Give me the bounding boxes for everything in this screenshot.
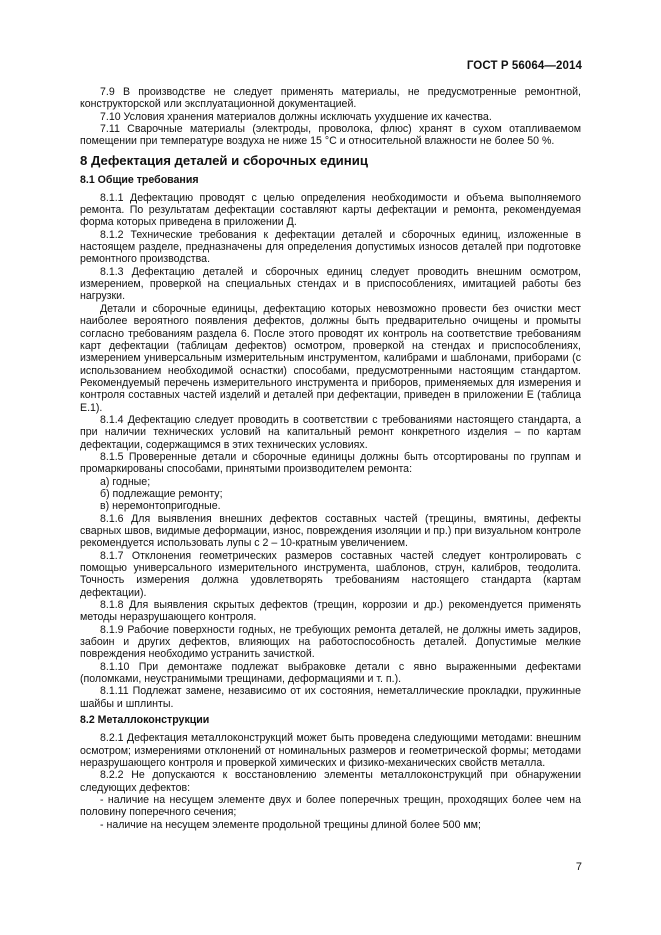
- paragraph-8-1-8: 8.1.8 Для выявления скрытых дефектов (трещин, коррозии и др.) рекомендуется применять методы неразрушающего контроля.: [80, 599, 581, 624]
- paragraph-8-1-3: 8.1.3 Дефектацию деталей и сборочных единиц следует проводить внешним осмотром, измерением, проверкой на специальных стендах и в приспособлениях, имитацией работы без нагрузки.: [80, 265, 581, 303]
- list-item: в) неремонтопригодные.: [100, 500, 221, 513]
- list-item: а) годные;: [100, 475, 151, 488]
- paragraph-8-1-4: 8.1.4 Дефектацию следует проводить в соответствии с требованиями настоящего стандарта, а при наличии технических условий на капитальный ремонт конкретного изделия – по картам дефектации, содержащимся в этих технических условиях.: [80, 413, 581, 451]
- paragraph-8-1-2: 8.1.2 Технические требования к дефектации деталей и сборочных единиц, изложенные в настоящем разделе, предназначены для определения допустимых износов деталей при подготовке ремонтного производства.: [80, 228, 581, 266]
- paragraph-7-10: 7.10 Условия хранения материалов должны исключать ухудшение их качества.: [100, 110, 492, 123]
- paragraph-8-1-11: 8.1.11 Подлежат замене, независимо от их состояния, неметаллические прокладки, пружинные шайбы и шплинты.: [80, 685, 581, 710]
- document-body: [80, 86, 581, 831]
- paragraph-8-1-6: 8.1.6 Для выявления внешних дефектов составных частей (трещины, вмятины, дефекты сварных швов, видимые деформации, износ, повреждения изоляции и пр.) при визуальном контроле рекомендуется использовать лупы с 2 – 10-кратным увеличением.: [80, 512, 581, 550]
- subsection-8-2-title: 8.2 Металлоконструкции: [80, 714, 210, 727]
- paragraph-8-1-3-cont: Детали и сборочные единицы, дефектацию которых невозможно провести без очистки мест наиболее вероятного появления дефектов, должны быть предварительно очищены и промыты согласно требованиям раздела 6. После этого проводят их контроль на соответствие требованиям карт дефектации (таблицам дефектов) осмотром, проверкой на стендах и приспособлениях, измерением универсальным измерительным инструментом, калибрами и шаблонами, приборами (с использованием необходимой оснастки) способами, предусмотренными настоящим стандартом. Рекомендуемый перечень измерительного инструмента и приборов, применяемых для измерения и контроля составных частей изделий и деталей при дефектации, приведен в приложении Е (таблица Е.1).: [80, 302, 581, 414]
- document-code: ГОСТ Р 56064—2014: [466, 60, 582, 72]
- list-item: - наличие на несущем элементе продольной трещины длиной более 500 мм;: [100, 818, 481, 831]
- paragraph-8-1-10: 8.1.10 При демонтаже подлежат выбраковке детали с явно выраженными дефектами (поломками, неустранимыми трещинами, деформациями и т. п.).: [80, 660, 581, 686]
- paragraph-8-1-1: 8.1.1 Дефектацию проводят с целью определения необходимости и объема выполняемого ремонта. По результатам дефектации составляют карты дефектации и ремонта, рекомендуемая форма которых приведена в приложении Д.: [80, 191, 581, 229]
- paragraph-7-9: 7.9 В производстве не следует применять материалы, не предусмотренные ремонтной, конструкторской или эксплуатационной документацией.: [80, 86, 581, 111]
- section-8-title: 8 Дефектация деталей и сборочных единиц: [80, 152, 368, 168]
- list-item: б) подлежащие ремонту;: [100, 487, 223, 500]
- paragraph-8-1-5: 8.1.5 Проверенные детали и сборочные единицы должны быть отсортированы по группам и промаркированы способами, принятыми производителем ремонта:: [80, 450, 581, 476]
- paragraph-8-1-7: 8.1.7 Отклонения геометрических размеров составных частей следует контролировать с помощью универсального измерительного инструмента, шаблонов, струн, калибров, теодолита. Точность измерения должна удовлетворять требованиям настоящего стандарта (картам дефектации).: [80, 549, 581, 599]
- subsection-8-1-title: 8.1 Общие требования: [80, 173, 199, 186]
- paragraph-7-11: 7.11 Сварочные материалы (электроды, проволока, флюс) хранят в сухом отапливаемом помещении при температуре воздуха не ниже 15 °С и относительной влажности не более 50 %.: [80, 123, 581, 148]
- list-item: - наличие на несущем элементе двух и более поперечных трещин, проходящих более чем на половину поперечного сечения;: [80, 793, 581, 819]
- paragraph-8-2-1: 8.2.1 Дефектация металлоконструкций может быть проведена следующими методами: внешним осмотром; измерениями отклонений от номинальных размеров и геометрической формы; методами неразрушающего контроля и проверкой химических и физико-механических свойств металла.: [80, 732, 581, 769]
- page-number: 7: [575, 861, 582, 873]
- paragraph-8-1-9: 8.1.9 Рабочие поверхности годных, не требующих ремонта деталей, не должны иметь задиров, забоин и других дефектов, влияющих на работоспособность деталей. Допустимые мелкие повреждения необходимо устранить зачисткой.: [80, 623, 581, 661]
- paragraph-8-2-2: 8.2.2 Не допускаются к восстановлению элементы металлоконструкций при обнаружении следующих дефектов:: [80, 769, 581, 794]
